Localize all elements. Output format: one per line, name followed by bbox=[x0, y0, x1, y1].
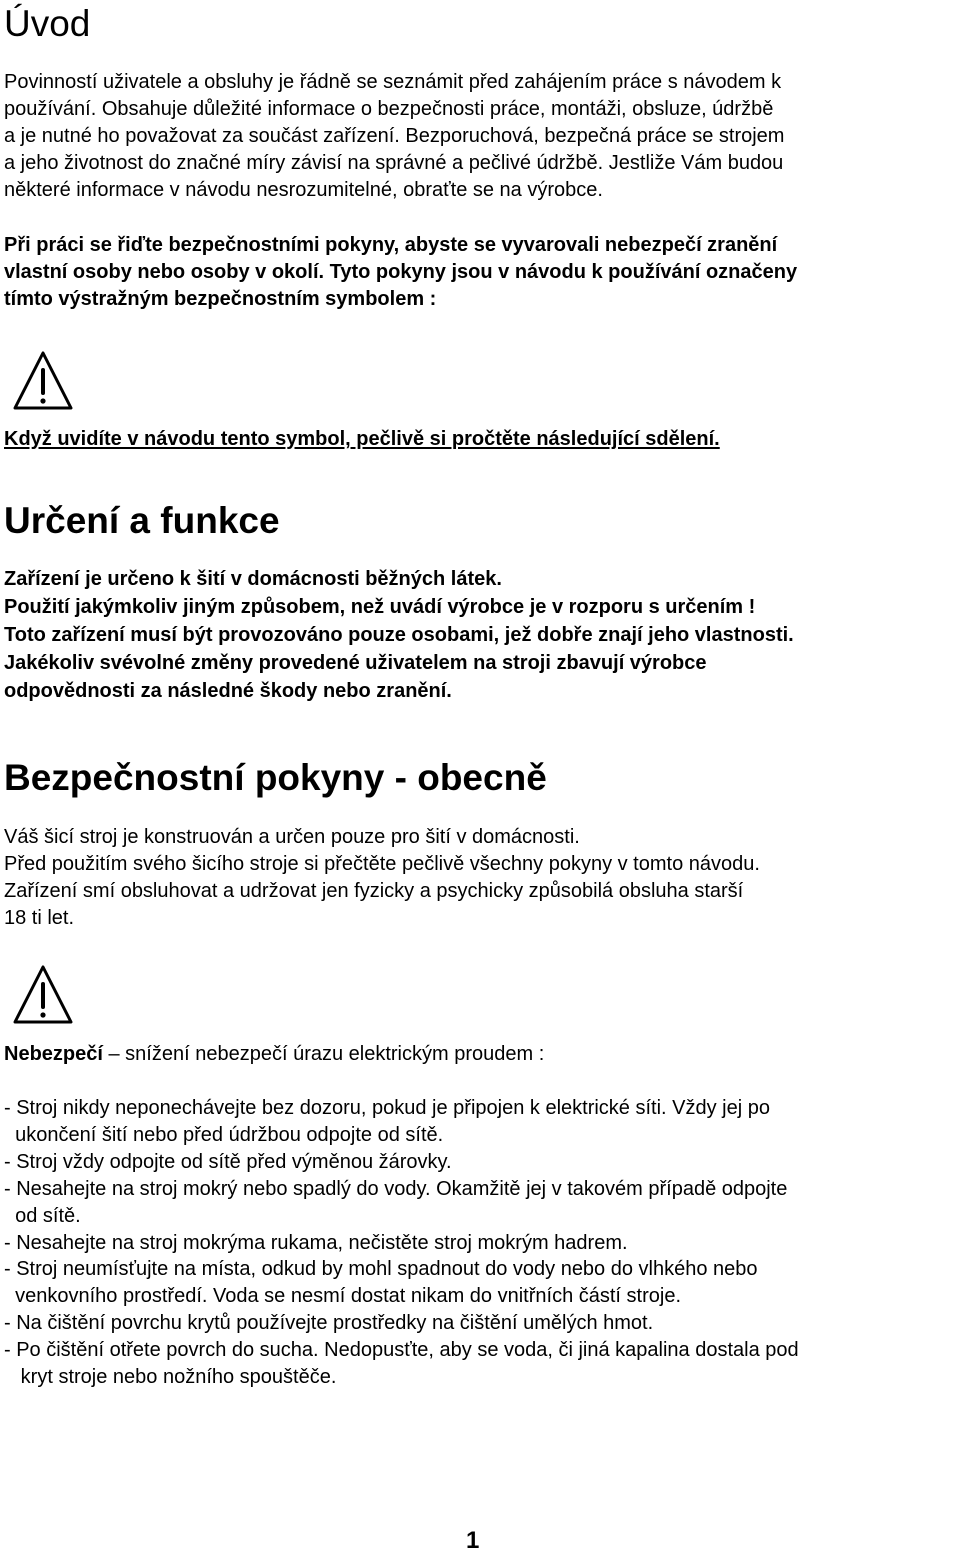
intro-paragraph-line: používání. Obsahuje důležité informace o bezpečnosti práce, montáži, obsluze, údržbě bbox=[4, 98, 774, 120]
safety-rule-line: - Nesahejte na stroj mokrýma rukama, nečistěte stroj mokrým hadrem. bbox=[4, 1232, 628, 1254]
safety-rule-line: - Stroj vždy odpojte od sítě před výměnou žárovky. bbox=[4, 1151, 452, 1173]
page-number: 1 bbox=[466, 1527, 480, 1554]
section-title-general-safety: Bezpečnostní pokyny - obecně bbox=[4, 757, 547, 798]
purpose-line: Jakékoliv svévolné změny provedené uživatelem na stroji zbavují výrobce bbox=[4, 652, 707, 674]
safety-rule-line: kryt stroje nebo nožního spouštěče. bbox=[4, 1366, 337, 1388]
danger-notice bbox=[4, 1041, 544, 1068]
safety-instruction-line: Při práci se řiďte bezpečnostními pokyny, abyste se vyvarovali nebezpečí zranění bbox=[4, 234, 778, 256]
safety-instruction-line: tímto výstražným bezpečnostním symbolem : bbox=[4, 288, 437, 310]
symbol-note: Když uvidíte v návodu tento symbol, pečlivě si pročtěte následující sdělení. bbox=[4, 428, 720, 450]
warning-triangle-icon bbox=[12, 964, 74, 1026]
general-safety-line: 18 ti let. bbox=[4, 907, 75, 929]
purpose-line: odpovědnosti za následné škody nebo zranění. bbox=[4, 680, 452, 702]
safety-rule-line: venkovního prostředí. Voda se nesmí dostat nikam do vnitřních částí stroje. bbox=[4, 1285, 682, 1307]
safety-rule-line: - Na čištění povrchu krytů používejte prostředky na čištění umělých hmot. bbox=[4, 1312, 654, 1334]
safety-rule-line: - Stroj nikdy neponechávejte bez dozoru, pokud je připojen k elektrické síti. Vždy jej po bbox=[4, 1097, 770, 1119]
danger-label: Nebezpečí bbox=[4, 1043, 103, 1065]
general-safety-line: Váš šicí stroj je konstruován a určen pouze pro šití v domácnosti. bbox=[4, 826, 580, 848]
purpose-line: Toto zařízení musí být provozováno pouze osobami, jež dobře znají jeho vlastnosti. bbox=[4, 624, 794, 646]
section-title-purpose: Určení a funkce bbox=[4, 500, 280, 541]
safety-rule-line: od sítě. bbox=[4, 1205, 81, 1227]
safety-rule-line: - Nesahejte na stroj mokrý nebo spadlý do vody. Okamžitě jej v takovém případě odpojte bbox=[4, 1178, 788, 1200]
intro-paragraph-line: a jeho životnost do značné míry závisí na správné a pečlivé údržbě. Jestliže Vám budou bbox=[4, 152, 784, 174]
safety-instruction-line: vlastní osoby nebo osoby v okolí. Tyto pokyny jsou v návodu k používání označeny bbox=[4, 261, 798, 283]
warning-triangle-icon bbox=[12, 350, 74, 412]
general-safety-line: Před použitím svého šicího stroje si přečtěte pečlivě všechny pokyny v tomto návodu. bbox=[4, 853, 760, 875]
danger-text: – snížení nebezpečí úrazu elektrickým proudem : bbox=[102, 1043, 545, 1065]
intro-paragraph-line: Povinností uživatele a obsluhy je řádně se seznámit před zahájením práce s návodem k bbox=[4, 71, 782, 93]
purpose-line: Použití jakýmkoliv jiným způsobem, než uvádí výrobce je v rozporu s určením ! bbox=[4, 596, 756, 618]
safety-rule-line: ukončení šití nebo před údržbou odpojte od sítě. bbox=[4, 1124, 444, 1146]
intro-paragraph-line: a je nutné ho považovat za součást zařízení. Bezporuchová, bezpečná práce se strojem bbox=[4, 125, 785, 147]
general-safety-line: Zařízení smí obsluhovat a udržovat jen fyzicky a psychicky způsobilá obsluha starší bbox=[4, 880, 744, 902]
safety-rule-line: - Po čištění otřete povrch do sucha. Nedopusťte, aby se voda, či jiná kapalina dostala pod bbox=[4, 1339, 799, 1361]
section-title-intro: Úvod bbox=[4, 3, 91, 44]
safety-rule-line: - Stroj neumísťujte na místa, odkud by mohl spadnout do vody nebo do vlhkého nebo bbox=[4, 1258, 758, 1280]
intro-paragraph-line: některé informace v návodu nesrozumitelné, obraťte se na výrobce. bbox=[4, 179, 603, 201]
purpose-line: Zařízení je určeno k šití v domácnosti běžných látek. bbox=[4, 568, 502, 590]
